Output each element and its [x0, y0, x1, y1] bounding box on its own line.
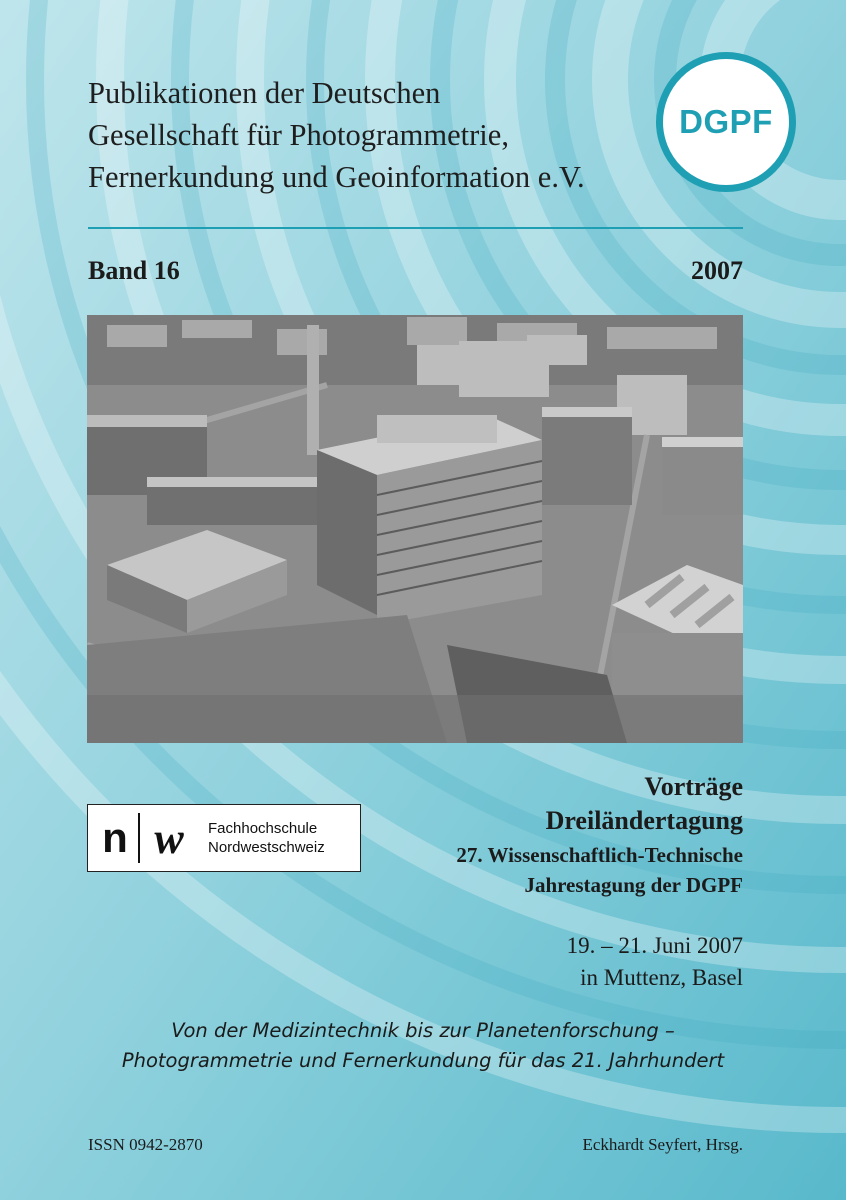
- header-divider: [88, 227, 743, 229]
- series-title-line: Fernerkundung und Geoinformation e.V.: [88, 160, 585, 194]
- event-dates: 19. – 21. Juni 2007: [566, 933, 743, 958]
- dgpf-logo-text: DGPF: [679, 103, 773, 140]
- fhnw-logo-mark-w: w: [154, 813, 184, 863]
- series-title: [88, 72, 648, 198]
- conference-motto: [60, 1016, 786, 1076]
- volume-year: 2007: [691, 256, 743, 285]
- aerial-photo: [87, 315, 743, 743]
- fhnw-name-line: Nordwestschweiz: [208, 839, 325, 856]
- event-place: in Muttenz, Basel: [580, 965, 743, 990]
- fhnw-name-line: Fachhochschule: [208, 820, 318, 837]
- motto-line: Photogrammetrie und Fernerkundung für das 21. Jahrhundert: [121, 1049, 725, 1072]
- event-title-line: Vorträge: [644, 772, 743, 801]
- event-subtitle-line: Jahrestagung der DGPF: [524, 873, 743, 897]
- issn-number: ISSN 0942-2870: [88, 1135, 203, 1154]
- volume-number: Band 16: [88, 256, 180, 285]
- editor-credit: Eckhardt Seyfert, Hrsg.: [582, 1135, 743, 1154]
- event-title: [546, 770, 743, 838]
- series-title-line: Publikationen der Deutschen: [88, 76, 441, 110]
- motto-line: Von der Medizintechnik bis zur Planetenforschung –: [171, 1019, 675, 1042]
- event-subtitle: [456, 840, 743, 900]
- series-title-line: Gesellschaft für Photogrammetrie,: [88, 118, 509, 152]
- fhnw-logo-name: [208, 819, 325, 857]
- fhnw-logo: [87, 804, 361, 872]
- event-date-place: [567, 930, 743, 994]
- event-title-line: Dreiländertagung: [545, 806, 743, 835]
- dgpf-logo: [656, 52, 796, 192]
- fhnw-logo-mark-n: n: [102, 814, 128, 861]
- event-subtitle-line: 27. Wissenschaftlich-Technische: [456, 843, 743, 867]
